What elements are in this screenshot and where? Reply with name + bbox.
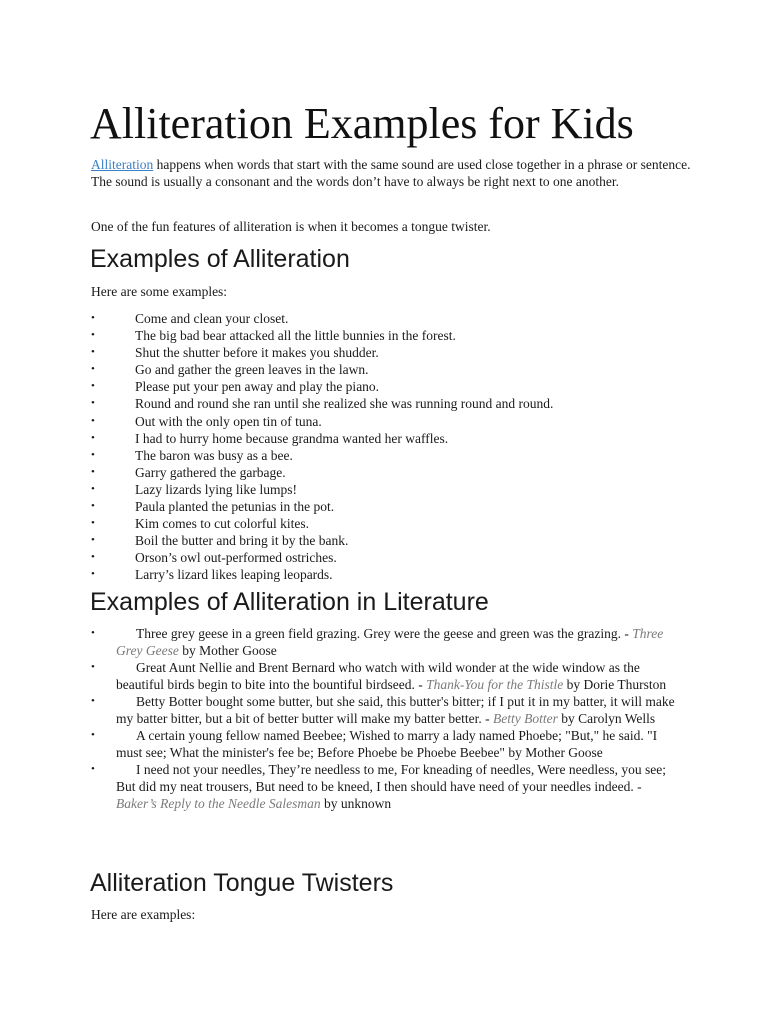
source-separator: - — [481, 711, 493, 726]
list-item-text: Paula planted the petunias in the pot. — [135, 499, 335, 515]
intro-text: happens when words that start with the same sound are used close together in a phrase or sentence. The sound is usually a consonant and the words don’t have to always be right next to one another. — [91, 157, 691, 189]
list-item — [91, 378, 711, 395]
bullet-icon: • — [91, 312, 95, 324]
list-item-text: Boil the butter and bring it by the bank. — [135, 533, 349, 549]
literature-quote: A certain young fellow named Beebee; Wished to marry a lady named Phoebe; "But," he said. "I must see; What the minister's fee be; Before Phoebe be Phoebe Beebee" by Mother Goose — [116, 728, 658, 760]
bullet-icon: • — [91, 695, 95, 707]
list-item-text: Come and clean your closet. — [135, 311, 289, 326]
list-item — [91, 481, 711, 498]
list-item-text: Shut the shutter before it makes you shudder. — [135, 345, 379, 361]
source-author: by unknown — [320, 796, 392, 811]
list-item — [91, 344, 711, 361]
bullet-icon: • — [91, 627, 95, 639]
source-separator: - — [621, 626, 633, 641]
bullet-icon: • — [91, 363, 95, 376]
bullet-icon: • — [91, 448, 95, 461]
section-heading-tongue-twisters: Alliteration Tongue Twisters — [90, 869, 394, 897]
examples-list — [91, 310, 711, 584]
list-item — [91, 515, 711, 532]
examples-lead: Here are some examples: — [91, 284, 228, 299]
list-item-text: I had to hurry home because grandma wanted her waffles. — [135, 430, 449, 446]
bullet-icon: • — [91, 500, 95, 513]
section-heading-literature: Examples of Alliteration in Literature — [90, 588, 489, 616]
bullet-icon: • — [91, 729, 95, 741]
list-item-text: The big bad bear attacked all the little bunnies in the forest. — [135, 328, 456, 344]
tongue-twisters-lead: Here are examples: — [91, 907, 196, 922]
source-author: by Mother Goose — [178, 643, 277, 658]
list-item — [91, 549, 711, 566]
list-item-text: Round and round she ran until she realized she was running round and round. — [135, 396, 554, 412]
list-item-text: The baron was busy as a bee. — [135, 447, 293, 463]
literature-list — [91, 625, 681, 812]
source-title: Thank-You for the Thistle — [426, 677, 564, 692]
bullet-icon: • — [91, 346, 95, 359]
bullet-icon: • — [91, 568, 95, 581]
list-item — [91, 310, 711, 327]
bullet-icon: • — [91, 661, 95, 673]
literature-quote: Great Aunt Nellie and Brent Bernard who watch with wild wonder at the wide window as the beautiful birds begin to bite into the bountiful birdseed. — [116, 660, 640, 692]
source-separator: - — [414, 677, 427, 692]
list-item-text: Out with the only open tin of tuna. — [135, 413, 322, 429]
tongue-twister-note: One of the fun features of alliteration is when it becomes a tongue twister. — [91, 219, 491, 234]
list-item — [91, 413, 711, 430]
list-item-text: Kim comes to cut colorful kites. — [135, 516, 309, 532]
list-item — [91, 464, 711, 481]
bullet-icon: • — [91, 534, 95, 547]
list-item-text: Larry’s lizard likes leaping leopards. — [135, 567, 333, 583]
bullet-icon: • — [91, 465, 95, 478]
list-item — [91, 327, 711, 344]
literature-item — [91, 659, 681, 693]
source-title: Three Grey Geese — [116, 626, 664, 658]
list-item — [91, 430, 711, 447]
source-title: Betty Botter — [492, 711, 558, 726]
list-item — [91, 447, 711, 464]
list-item — [91, 498, 711, 515]
source-author: by Dorie Thurston — [563, 677, 667, 692]
section-heading-examples: Examples of Alliteration — [90, 245, 350, 273]
list-item-text: Garry gathered the garbage. — [135, 464, 286, 480]
page-title: Alliteration Examples for Kids — [90, 99, 634, 148]
bullet-icon: • — [91, 763, 95, 775]
bullet-icon: • — [91, 551, 95, 564]
literature-item — [91, 625, 681, 659]
literature-item — [91, 727, 681, 761]
list-item-text: Lazy lizards lying like lumps! — [135, 481, 297, 497]
intro-paragraph — [91, 156, 691, 190]
bullet-icon: • — [91, 329, 95, 342]
bullet-icon: • — [91, 414, 95, 427]
alliteration-link[interactable]: Alliteration — [91, 157, 154, 172]
bullet-icon: • — [91, 482, 95, 495]
source-separator: - — [633, 779, 642, 794]
bullet-icon: • — [91, 380, 95, 393]
literature-quote: I need not your needles, They’re needless to me, For kneading of needles, Were needless, you see; But did my neat trousers, But need to be kneed, I then should have need of your needles indeed. — [116, 762, 666, 794]
source-author: by Carolyn Wells — [557, 711, 656, 726]
bullet-icon: • — [91, 431, 95, 444]
literature-item — [91, 761, 681, 812]
source-title: Baker’s Reply to the Needle Salesman — [116, 796, 321, 811]
list-item-text: Go and gather the green leaves in the lawn. — [135, 362, 369, 378]
list-item-text: Orson’s owl out-performed ostriches. — [135, 550, 337, 566]
literature-item — [91, 693, 681, 727]
list-item-text: Please put your pen away and play the piano. — [135, 379, 380, 395]
literature-quote: Three grey geese in a green field grazing. Grey were the geese and green was the grazing. — [136, 626, 622, 641]
literature-quote: Betty Botter bought some butter, but she said, this butter's bitter; if I put it in my batter, it will make my batter bitter, but a bit of better butter will make my batter better. — [116, 694, 675, 726]
bullet-icon: • — [91, 397, 95, 410]
bullet-icon: • — [91, 517, 95, 530]
list-item — [91, 361, 711, 378]
list-item — [91, 532, 711, 549]
list-item — [91, 395, 711, 412]
list-item — [91, 566, 711, 583]
